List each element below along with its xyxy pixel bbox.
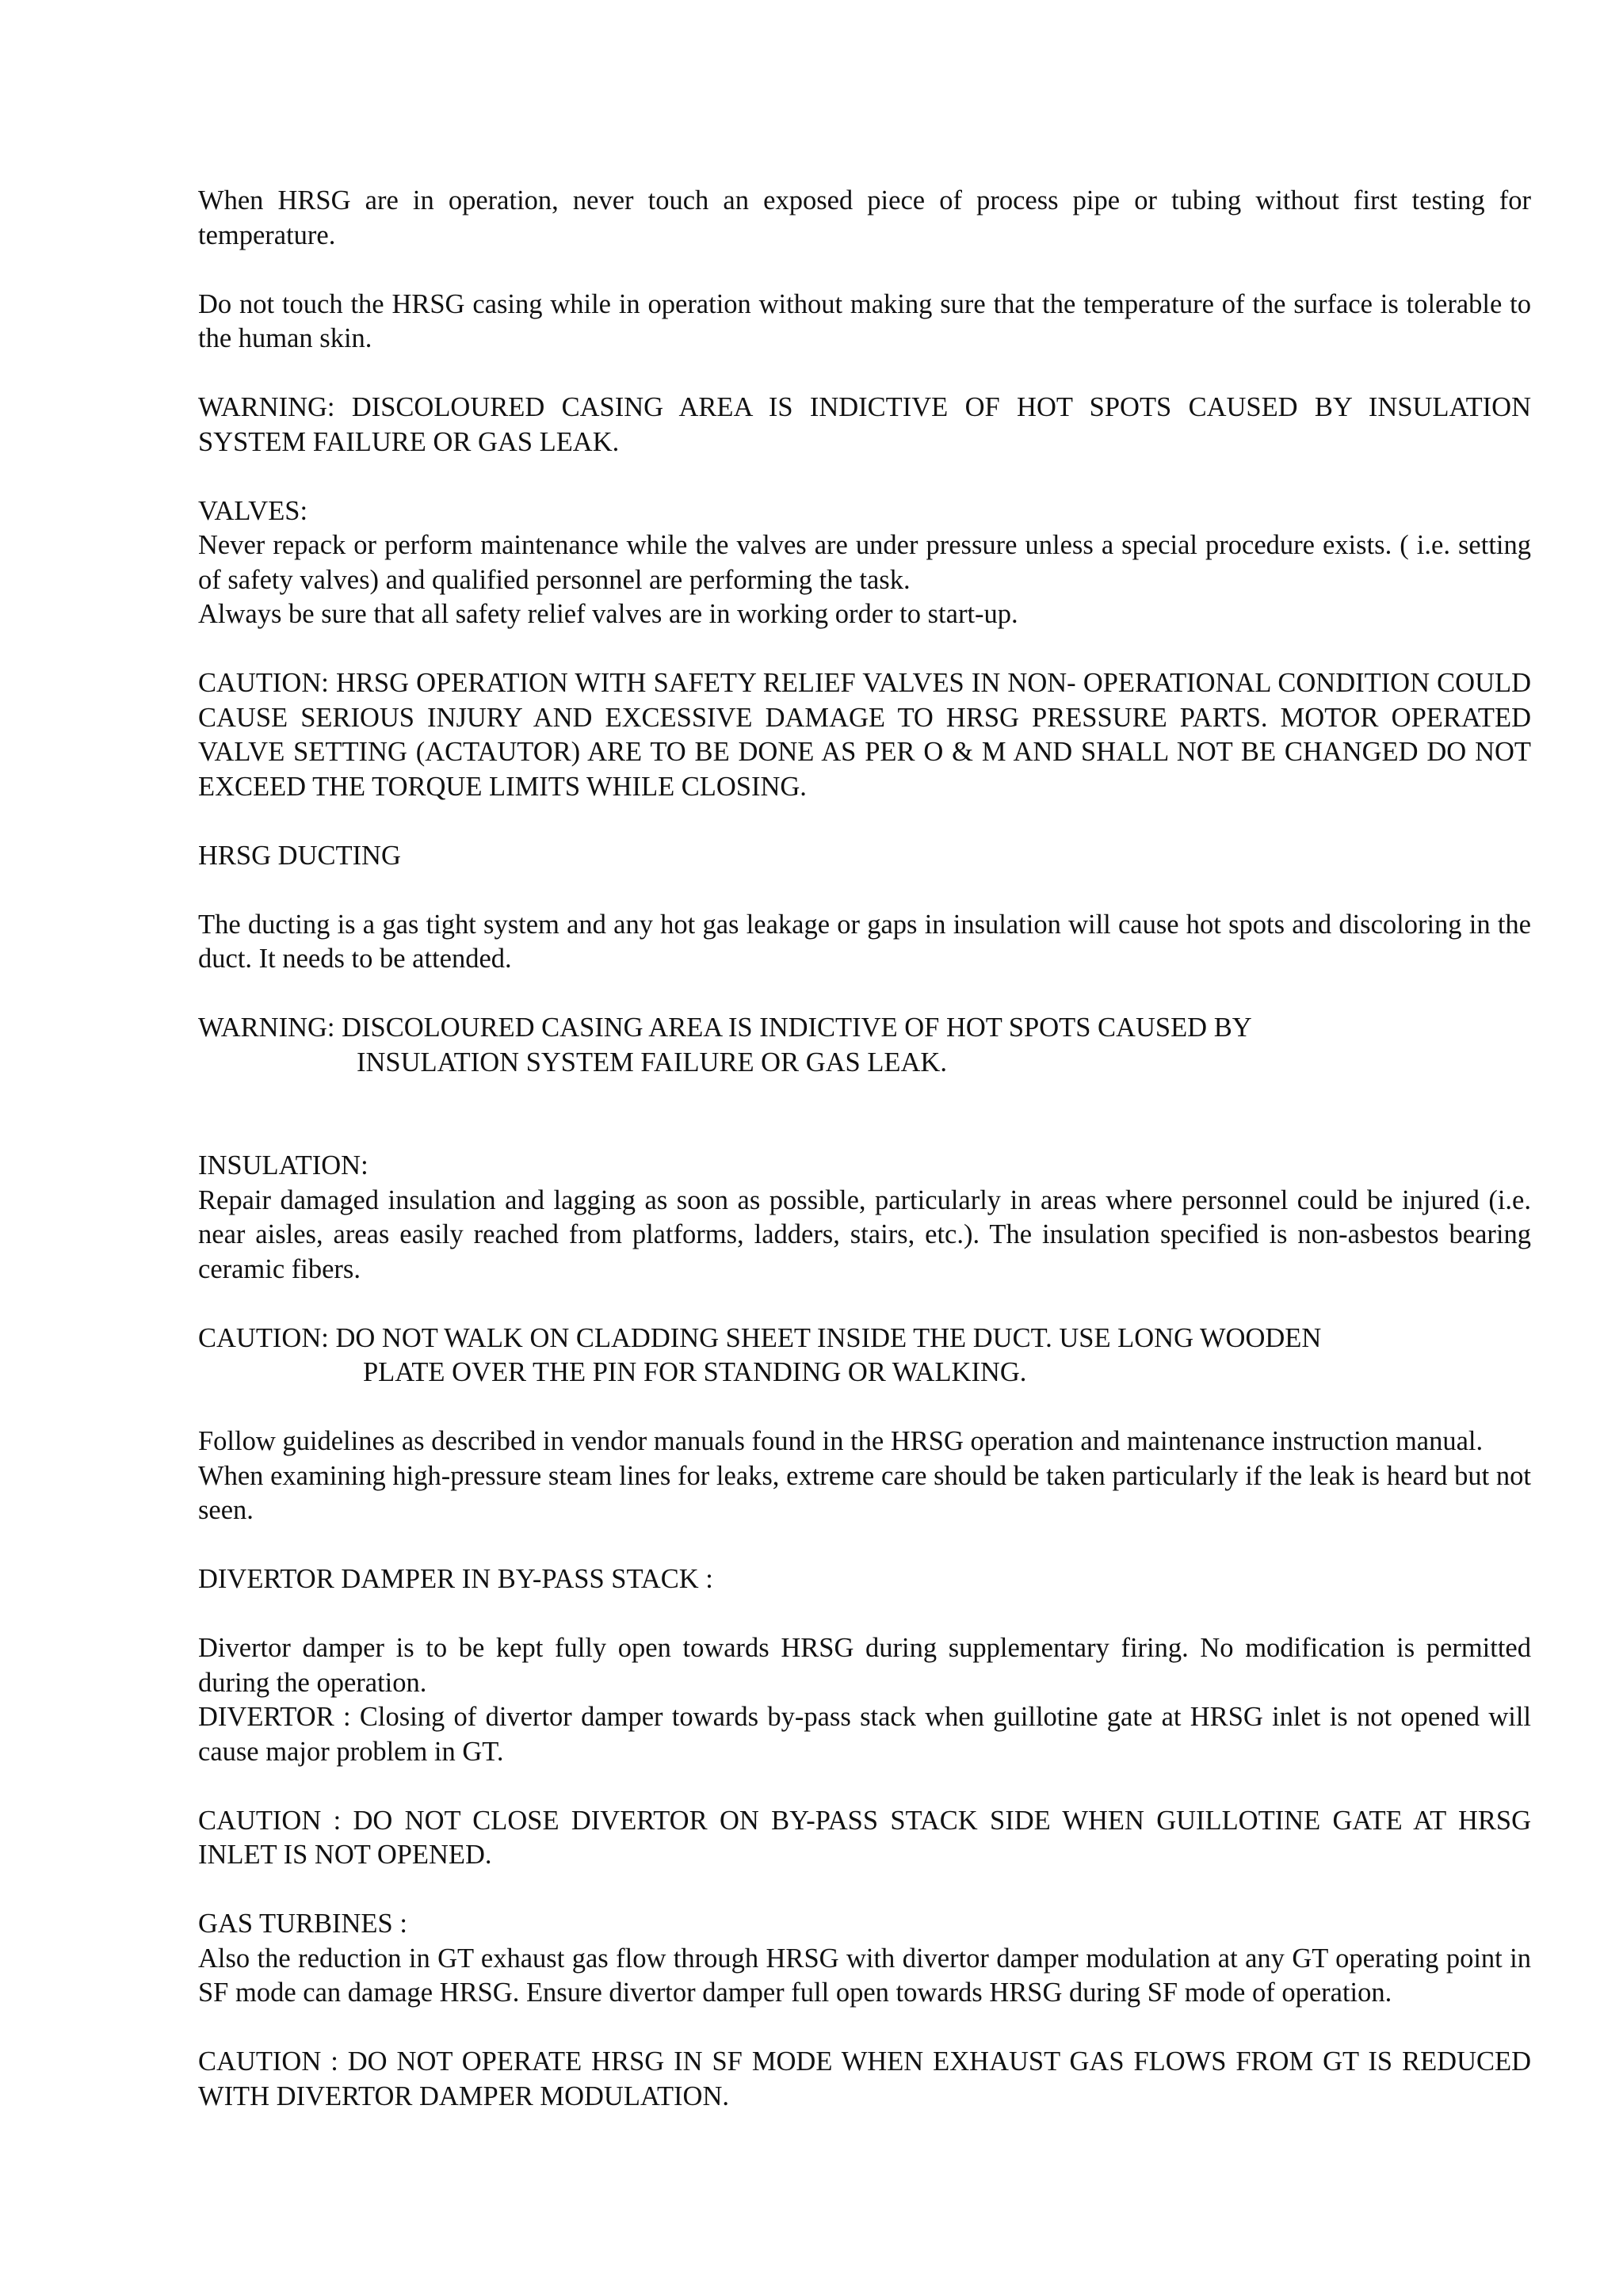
- divertor-heading: DIVERTOR DAMPER IN BY-PASS STACK :: [198, 1564, 713, 1594]
- ducting-warning-line-2: INSULATION SYSTEM FAILURE OR GAS LEAK.: [357, 1047, 947, 1077]
- ducting-text: The ducting is a gas tight system and any hot gas leakage or gaps in insulation will cause hot spots and discoloring in the duct. It needs to be attended.: [198, 909, 1531, 974]
- document-page: [198, 184, 1531, 2149]
- divertor-caution: CAUTION : DO NOT CLOSE DIVERTOR ON BY-PASS STACK SIDE WHEN GUILLOTINE GATE AT HRSG INLET IS NOT OPENED.: [198, 1805, 1531, 1870]
- sf-mode-caution: CAUTION : DO NOT OPERATE HRSG IN SF MODE WHEN EXHAUST GAS FLOWS FROM GT IS REDUCED WITH DIVERTOR DAMPER MODULATION.: [198, 2046, 1531, 2111]
- divertor-section: [198, 1631, 1531, 1769]
- guidelines-text: Follow guidelines as described in vendor manuals found in the HRSG operation and maintenance instruction manual.: [198, 1426, 1484, 1456]
- insulation-section: [198, 1149, 1531, 1287]
- relief-valves-caution: CAUTION: HRSG OPERATION WITH SAFETY RELIEF VALVES IN NON- OPERATIONAL CONDITION COULD CAUSE SERIOUS INJURY AND EXCESSIVE DAMAGE TO HRSG PRESSURE PARTS. MOTOR OPERATED VALVE SETTING (ACTAUTOR) ARE TO BE DONE AS PER O & M AND SHALL NOT BE CHANGED DO NOT EXCEED THE TORQUE LIMITS WHILE CLOSING.: [198, 668, 1531, 802]
- divertor-closing-text: DIVERTOR : Closing of divertor damper towards by-pass stack when guillotine gate at HRSG inlet is not opened will cause major problem in GT.: [198, 1702, 1531, 1767]
- cladding-caution-line-1: CAUTION: DO NOT WALK ON CLADDING SHEET INSIDE THE DUCT. USE LONG WOODEN: [198, 1322, 1322, 1353]
- casing-touch-paragraph: Do not touch the HRSG casing while in operation without making sure that the temperature of the surface is tolerable to the human skin.: [198, 288, 1531, 353]
- gas-turbines-text: Also the reduction in GT exhaust gas flow through HRSG with divertor damper modulation at any GT operating point in SF mode can damage HRSG. Ensure divertor damper full open towards HRSG during SF mode of operation.: [198, 1943, 1531, 2008]
- insulation-text: Repair damaged insulation and lagging as soon as possible, particularly in areas where personnel could be injured (i.e. near aisles, areas easily reached from platforms, ladders, stairs, etc.). The insulation specified is non-asbestos bearing ceramic fibers.: [198, 1184, 1531, 1284]
- guidelines-section: [198, 1425, 1531, 1528]
- hot-pipe-paragraph: When HRSG are in operation, never touch an exposed piece of process pipe or tubing without first testing for temperature.: [198, 185, 1531, 250]
- ducting-heading: HRSG DUCTING: [198, 840, 401, 871]
- cladding-caution-line-2: PLATE OVER THE PIN FOR STANDING OR WALKING.: [363, 1357, 1027, 1387]
- cladding-caution: [198, 1322, 1531, 1390]
- gas-turbines-section: [198, 1907, 1531, 2011]
- ducting-warning: [198, 1011, 1531, 1080]
- valves-heading: VALVES:: [198, 495, 308, 526]
- gas-turbines-heading: GAS TURBINES :: [198, 1909, 407, 1939]
- steam-leak-text: When examining high-pressure steam lines for leaks, extreme care should be taken particularly if the leak is heard but not seen.: [198, 1460, 1531, 1525]
- valves-startup-text: Always be sure that all safety relief valves are in working order to start-up.: [198, 599, 1018, 629]
- ducting-warning-line-1: WARNING: DISCOLOURED CASING AREA IS INDICTIVE OF HOT SPOTS CAUSED BY: [198, 1013, 1252, 1043]
- insulation-heading: INSULATION:: [198, 1150, 369, 1180]
- casing-warning: WARNING: DISCOLOURED CASING AREA IS INDICTIVE OF HOT SPOTS CAUSED BY INSULATION SYSTEM FAILURE OR GAS LEAK.: [198, 392, 1531, 457]
- valves-maintenance-text: Never repack or perform maintenance while the valves are under pressure unless a special procedure exists. ( i.e. setting of safety valves) and qualified personnel are performing the task.: [198, 530, 1531, 595]
- divertor-open-text: Divertor damper is to be kept fully open towards HRSG during supplementary firing. No modification is permitted during the operation.: [198, 1633, 1531, 1698]
- valves-section: [198, 494, 1531, 632]
